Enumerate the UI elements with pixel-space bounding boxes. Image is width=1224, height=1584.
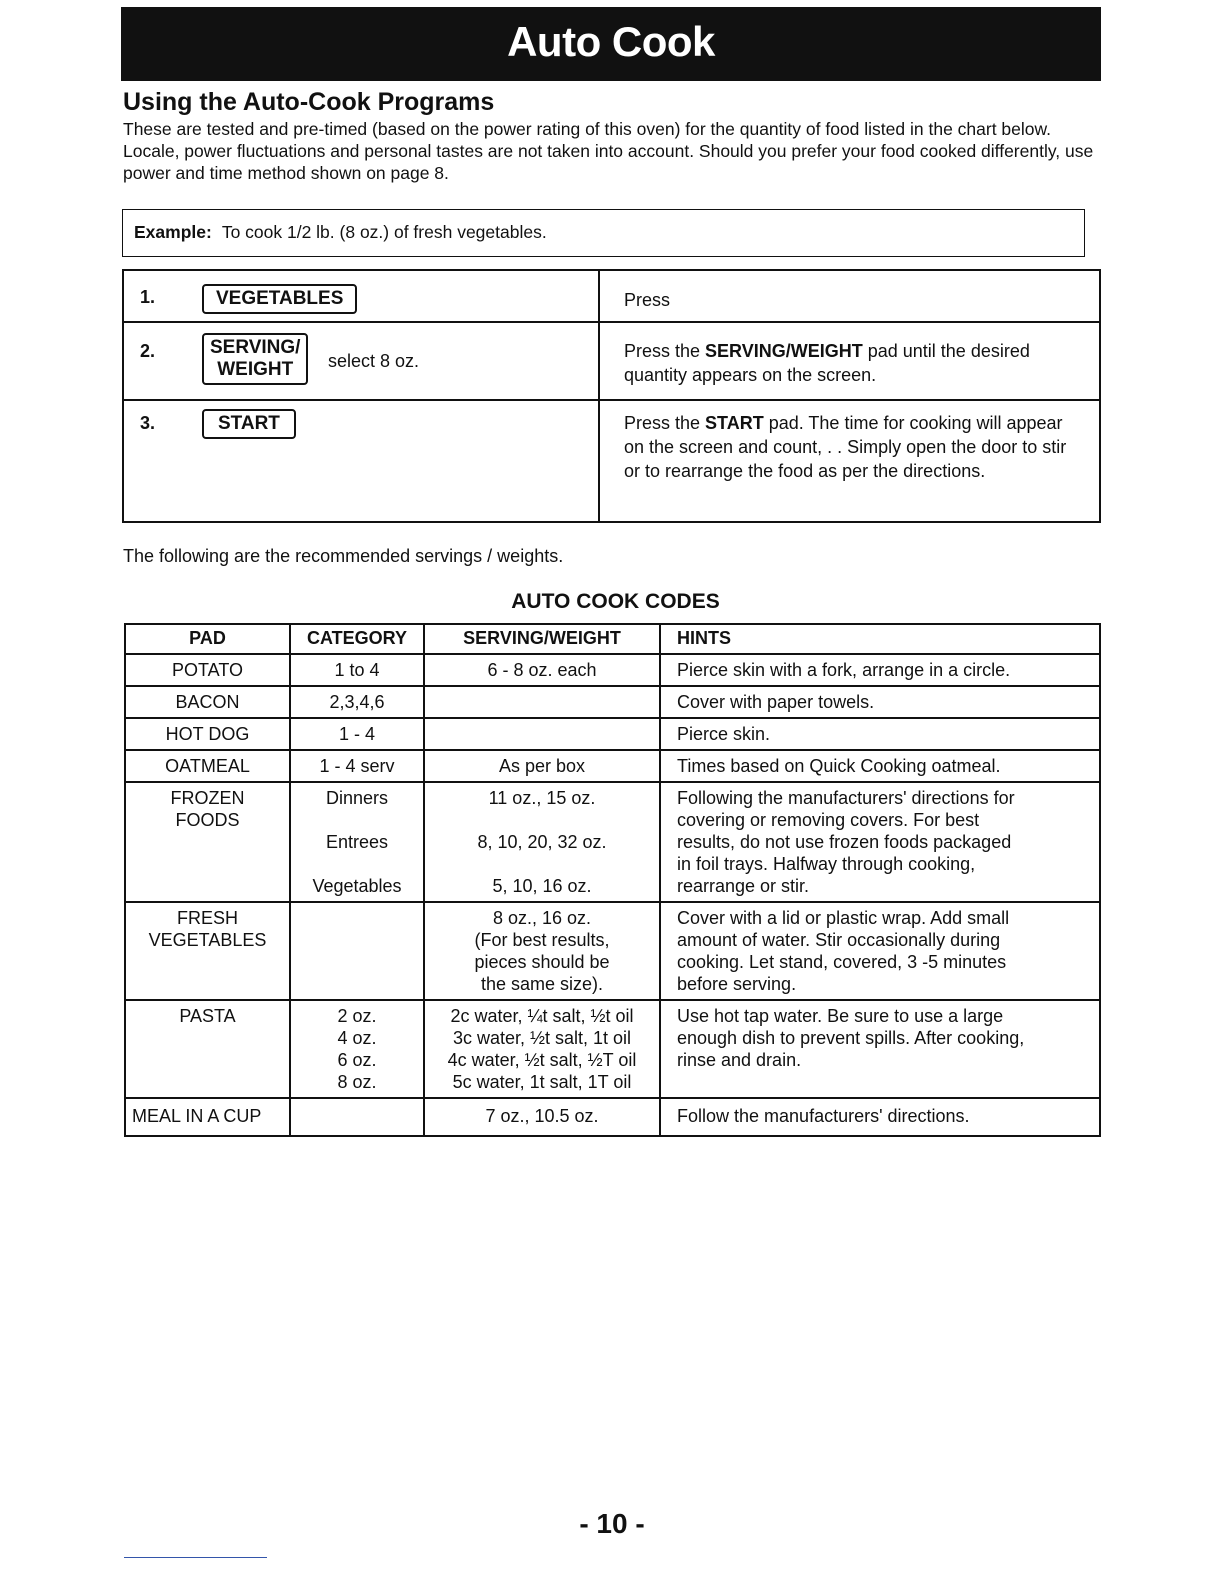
hint-line: Following the manufacturers' directions for	[677, 788, 1015, 808]
category-cell: 1 to 4	[290, 654, 424, 686]
step-row	[123, 322, 1100, 400]
category-line: 2 oz.	[337, 1006, 377, 1026]
hint-line: enough dish to prevent spills. After cooking,	[677, 1028, 1025, 1048]
hint-line: in foil trays. Halfway through cooking,	[677, 854, 976, 874]
serving-line: (For best results,	[474, 930, 610, 950]
serving-line: 5c water, 1t salt, 1T oil	[452, 1072, 632, 1092]
example-text: To cook 1/2 lb. (8 oz.) of fresh vegetables.	[221, 222, 547, 242]
serving-cell	[424, 782, 660, 902]
start-pad-button[interactable]: START	[202, 409, 296, 439]
hint-line: Cover with a lid or plastic wrap. Add small	[677, 908, 1010, 928]
pad-cell: MEAL IN A CUP	[125, 1098, 290, 1136]
category-cell	[290, 1000, 424, 1098]
step-instruction-pre: Press the	[624, 413, 706, 433]
table-row	[125, 686, 1100, 718]
serving-cell: 6 - 8 oz. each	[424, 654, 660, 686]
hint-cell: Pierce skin.	[660, 718, 1100, 750]
category-line: 8 oz.	[337, 1072, 377, 1092]
serving-line: the same size).	[480, 974, 604, 994]
step-number: 1.	[140, 287, 156, 307]
step-instruction-post: pad until the desired quantity appears on the screen.	[624, 341, 1030, 385]
hint-cell	[660, 1000, 1100, 1098]
table-row	[125, 902, 1100, 1000]
category-line: 6 oz.	[337, 1050, 377, 1070]
pad-cell	[125, 782, 290, 902]
hint-cell: Cover with paper towels.	[660, 686, 1100, 718]
serving-weight-pad-button[interactable]	[202, 333, 308, 385]
step-instruction	[599, 270, 1100, 322]
category-cell: 2,3,4,6	[290, 686, 424, 718]
section-title: Using the Auto-Cook Programs	[123, 88, 495, 116]
hint-cell	[660, 782, 1100, 902]
category-cell	[290, 1098, 424, 1136]
step-instruction-bold: SERVING/WEIGHT	[705, 341, 863, 361]
step-instruction-post: pad. The time for cooking will appear on the screen and count, . . Simply open the door to stir or to rearrange the food as per the directions.	[624, 413, 1067, 481]
hint-line: results, do not use frozen foods packaged	[677, 832, 1012, 852]
hint-cell: Pierce skin with a fork, arrange in a circle.	[660, 654, 1100, 686]
pad-cell	[125, 902, 290, 1000]
category-cell: 1 - 4	[290, 718, 424, 750]
category-cell	[290, 902, 424, 1000]
step-instruction	[599, 322, 1100, 400]
pad-line: FROZEN	[170, 788, 245, 808]
hint-line: cooking. Let stand, covered, 3 -5 minutes	[677, 952, 1007, 972]
hint-line: Use hot tap water. Be sure to use a large	[677, 1006, 1004, 1026]
pad-cell: HOT DOG	[125, 718, 290, 750]
pad-cell: POTATO	[125, 654, 290, 686]
example-box	[122, 209, 1085, 257]
step-instruction-pre: Press the	[624, 341, 706, 361]
serving-line: 8 oz., 16 oz.	[492, 908, 592, 928]
step-row	[123, 400, 1100, 522]
serving-line: 8, 10, 20, 32 oz.	[477, 832, 607, 852]
table-row	[125, 1098, 1100, 1136]
pad-line: VEGETABLES	[148, 930, 267, 950]
page-banner: Auto Cook	[121, 7, 1101, 81]
vegetables-pad-button[interactable]: VEGETABLES	[202, 284, 357, 314]
category-line: Vegetables	[312, 876, 402, 896]
hint-cell	[660, 902, 1100, 1000]
pad-cell: OATMEAL	[125, 750, 290, 782]
table-row	[125, 750, 1100, 782]
serving-cell	[424, 902, 660, 1000]
step-number: 2.	[140, 341, 156, 361]
step-left-cell	[123, 400, 599, 522]
column-header: HINTS	[660, 624, 1100, 654]
recommend-note: The following are the recommended servings / weights.	[123, 546, 564, 566]
serving-line: 4c water, ½t salt, ½T oil	[447, 1050, 637, 1070]
category-line: Entrees	[325, 832, 389, 852]
page-number: - 10 -	[579, 1508, 645, 1539]
step-note: select 8 oz.	[328, 351, 420, 371]
hint-line: rearrange or stir.	[677, 876, 810, 896]
pad-line: FRESH	[176, 908, 238, 928]
category-cell	[290, 782, 424, 902]
hint-line: rinse and drain.	[677, 1050, 802, 1070]
pad-label-line: WEIGHT	[217, 359, 294, 380]
step-number: 3.	[140, 413, 156, 433]
hint-line: before serving.	[677, 974, 797, 994]
hint-line: amount of water. Stir occasionally during	[677, 930, 1001, 950]
table-row	[125, 654, 1100, 686]
table-row	[125, 782, 1100, 902]
hint-cell: Follow the manufacturers' directions.	[660, 1098, 1100, 1136]
pad-line: FOODS	[175, 810, 240, 830]
step-instruction	[599, 400, 1100, 522]
serving-cell	[424, 1000, 660, 1098]
example-label: Example:	[134, 222, 212, 242]
table-row	[125, 1000, 1100, 1098]
serving-line: 5, 10, 16 oz.	[492, 876, 592, 896]
steps-table	[122, 269, 1101, 523]
pad-cell: PASTA	[125, 1000, 290, 1098]
serving-cell	[424, 718, 660, 750]
table-row	[125, 718, 1100, 750]
step-left-cell	[123, 322, 599, 400]
hint-line: covering or removing covers. For best	[677, 810, 980, 830]
hint-cell: Times based on Quick Cooking oatmeal.	[660, 750, 1100, 782]
serving-cell: 7 oz., 10.5 oz.	[424, 1098, 660, 1136]
serving-line: 11 oz., 15 oz.	[488, 788, 596, 808]
serving-cell: As per box	[424, 750, 660, 782]
column-header: SERVING/WEIGHT	[424, 624, 660, 654]
step-instruction-bold: START	[705, 413, 764, 433]
serving-line: 2c water, ¼t salt, ½t oil	[450, 1006, 634, 1026]
serving-line: pieces should be	[474, 952, 610, 972]
category-cell: 1 - 4 serv	[290, 750, 424, 782]
pad-cell: BACON	[125, 686, 290, 718]
intro-paragraph: These are tested and pre-timed (based on the power rating of this oven) for the quantity of food listed in the chart below. Locale, power fluctuations and personal tastes are not taken into account. Should you prefer your food cooked differently, use power and time method shown on page 8.	[123, 119, 1094, 183]
serving-line: 3c water, ½t salt, 1t oil	[452, 1028, 632, 1048]
column-header: PAD	[125, 624, 290, 654]
footer-rule	[124, 1557, 267, 1558]
step-left-cell	[123, 270, 599, 322]
table-header-row	[125, 624, 1100, 654]
step-instruction-text: Press	[624, 290, 671, 310]
codes-title: AUTO COOK CODES	[511, 590, 720, 613]
pad-label-line: SERVING/	[210, 337, 301, 358]
serving-cell	[424, 686, 660, 718]
step-row	[123, 270, 1100, 322]
column-header: CATEGORY	[290, 624, 424, 654]
category-line: Dinners	[325, 788, 389, 808]
category-line: 4 oz.	[337, 1028, 377, 1048]
auto-cook-codes-table	[124, 623, 1101, 1137]
